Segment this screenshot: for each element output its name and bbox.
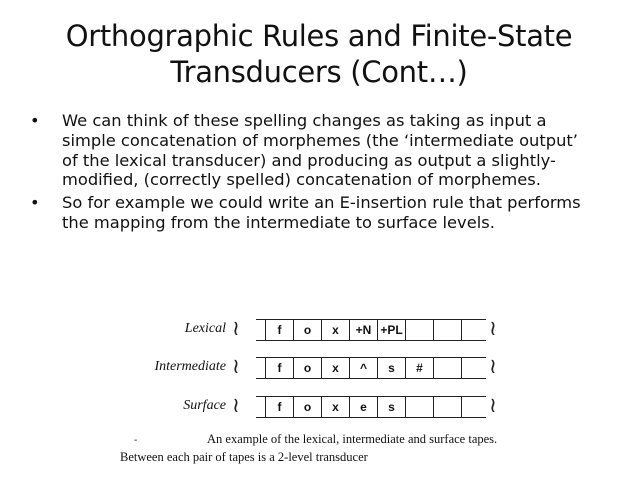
squiggle-icon: ≀ <box>489 354 497 378</box>
tape-cell <box>406 397 434 417</box>
tape-cell: o <box>294 320 322 340</box>
bullet-item <box>30 193 590 233</box>
tape-cell: f <box>266 358 294 378</box>
figure-caption: An example of the lexical, intermediate and surface tapes. <box>207 432 498 446</box>
tape-cell <box>462 320 486 340</box>
tape-cell <box>256 358 266 378</box>
tape-cell: x <box>322 358 350 378</box>
tape-cell: ^ <box>350 358 378 378</box>
tape-cell <box>462 358 486 378</box>
figure-caption-2: Between each pair of tapes is a 2-level transducer <box>120 450 368 464</box>
tape-surface <box>0 393 638 418</box>
tape-cell <box>434 320 462 340</box>
tape-cell <box>256 397 266 417</box>
tape-cell: s <box>378 397 406 417</box>
bullet-text: So for example we could write an E-insertion rule that performs the mapping from the intermediate to surface levels. <box>62 193 581 232</box>
tape-cell: x <box>322 320 350 340</box>
bullet-dot-icon: • <box>30 193 40 213</box>
tape-lexical <box>0 316 638 341</box>
bullet-dot-icon: • <box>30 111 40 130</box>
squiggle-icon: ≀ <box>232 354 240 378</box>
bullet-text: We can think of these spelling changes as taking as input a simple concatenation of morphemes (the ‘intermediate output’ of the lexical transducer) and producing as output a slightly-modified, (correctly spelled) concatenation of morphemes. <box>62 111 578 190</box>
tape-cell: f <box>266 397 294 417</box>
tape-cell <box>434 397 462 417</box>
slide-title-line-2: Transducers (Cont…) <box>170 55 468 89</box>
squiggle-icon: ≀ <box>489 316 497 340</box>
tape-cells <box>256 319 486 341</box>
tape-cell: +N <box>350 320 378 340</box>
squiggle-icon: ≀ <box>489 393 497 417</box>
slide-title <box>30 18 608 90</box>
tape-cells <box>256 396 486 418</box>
tape-cell <box>434 358 462 378</box>
tape-cell: e <box>350 397 378 417</box>
tape-cell: x <box>322 397 350 417</box>
tape-label: Surface <box>183 398 226 413</box>
tape-cell: o <box>294 358 322 378</box>
squiggle-icon: ≀ <box>232 393 240 417</box>
tape-intermediate <box>0 354 638 379</box>
tape-cell: +PL <box>378 320 406 340</box>
tape-cell: s <box>378 358 406 378</box>
tape-cell <box>256 320 266 340</box>
tape-cell: # <box>406 358 434 378</box>
caption-dash: - <box>134 435 138 446</box>
squiggle-icon: ≀ <box>232 316 240 340</box>
tape-label: Lexical <box>184 321 226 336</box>
tape-cell: f <box>266 320 294 340</box>
tape-cell: o <box>294 397 322 417</box>
tape-cells <box>256 357 486 379</box>
bullet-item <box>30 111 590 190</box>
bullet-list <box>30 111 590 233</box>
tape-cell <box>406 320 434 340</box>
slide-title-line-1: Orthographic Rules and Finite-State <box>65 19 573 53</box>
tape-cell <box>462 397 486 417</box>
tape-label: Intermediate <box>154 359 226 374</box>
